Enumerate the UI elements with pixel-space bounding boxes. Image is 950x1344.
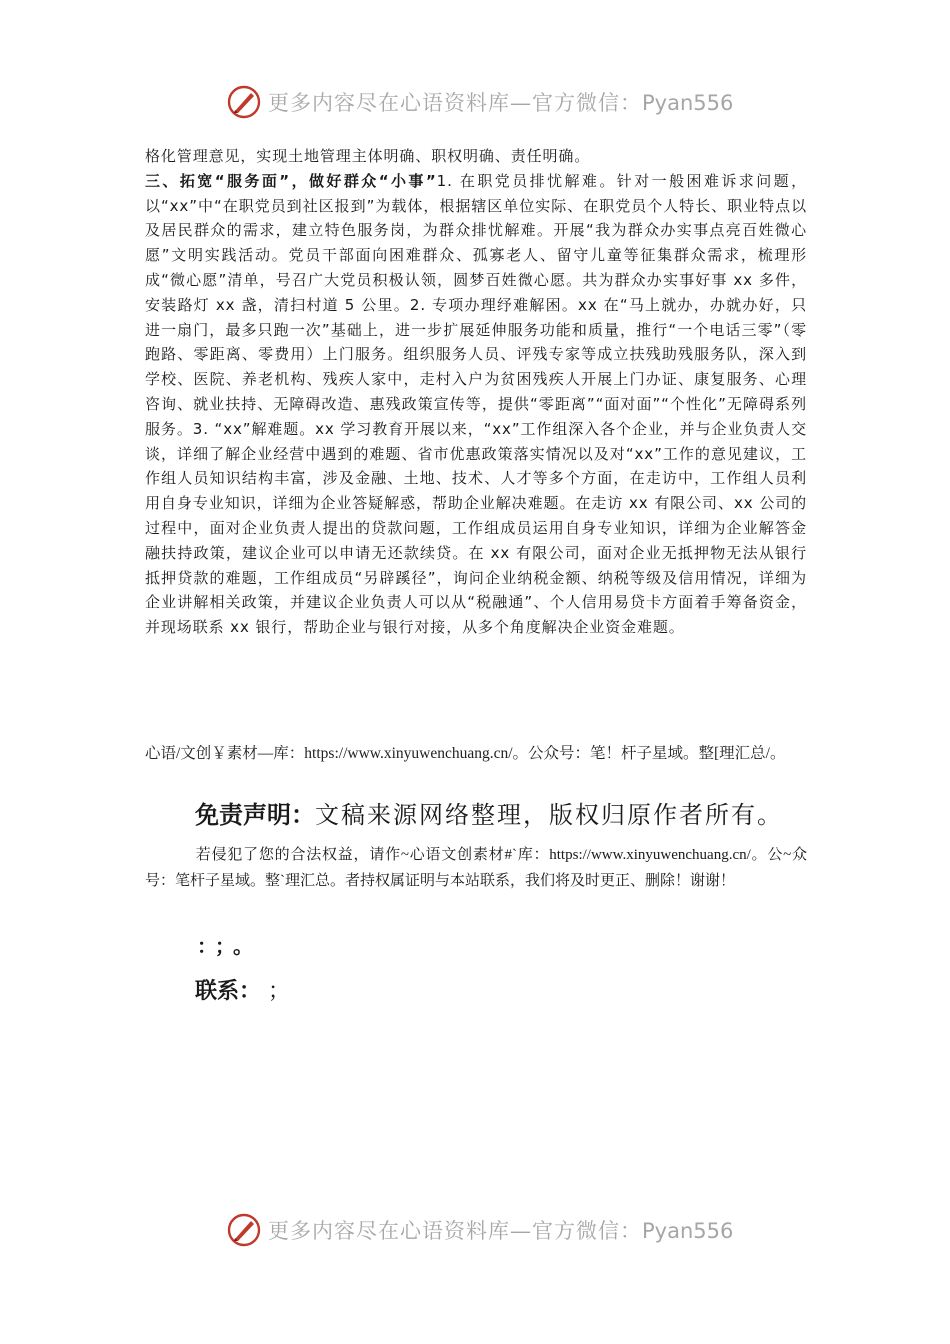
pen-logo-icon xyxy=(226,1212,262,1248)
footer-watermark-banner xyxy=(226,1210,733,1250)
document-body xyxy=(145,144,807,640)
contact-line xyxy=(195,976,290,1008)
source-watermark-line: 心语/文创￥素材—库：https://www.xinyuwenchuang.cn/。公众号：笔！杆子星域。整[理汇总/。 xyxy=(145,745,786,762)
pen-logo-icon xyxy=(226,84,262,120)
header-watermark-banner xyxy=(226,82,733,122)
contact-label: 联系： xyxy=(195,979,262,1004)
banner-text: 更多内容尽在心语资料库—官方微信：Pyan556 xyxy=(268,1219,734,1243)
banner-wechat-id: Pyan556 xyxy=(642,1219,734,1243)
banner-text: 更多内容尽在心语资料库—官方微信：Pyan556 xyxy=(268,91,734,115)
section-3-heading: 三、拓宽“服务面”，做好群众“小事” xyxy=(145,171,437,190)
contact-value: ； xyxy=(268,979,291,1004)
disclaimer-body xyxy=(145,842,807,894)
body-line-1: 格化管理意见，实现土地管理主体明确、职权明确、责任明确。 xyxy=(145,147,591,165)
body-section-3 xyxy=(145,169,807,640)
disclaimer-title: 文稿来源网络整理，版权归原作者所有。 xyxy=(315,801,783,829)
banner-wechat-id: Pyan556 xyxy=(642,91,734,115)
disclaimer-label: 免责声明： xyxy=(195,801,315,829)
disclaimer-heading xyxy=(195,798,783,832)
disclaimer-text: 若侵犯了您的合法权益，请作~心语文创素材#`库：https://www.xinyuwenchuang.cn/。公~众号：笔杆子星域。整`理汇总。者持权属证明与本站联系，我们将及时更正、删除！谢谢！ xyxy=(145,847,807,889)
punctuation-line: ：；。 xyxy=(197,934,261,958)
section-3-text: 1. 在职党员排忧解难。针对一般困难诉求问题，以“xx”中“在职党员到社区报到”为载体，根据辖区单位实际、在职党员个人特长、职业特点以及居民群众的需求，建立特色服务岗，为群众排忧解难。开展“我为群众办实事点亮百姓微心愿”文明实践活动。党员干部面向困难群众、孤寡老人、留守儿童等征集群众需求，梳理形成“微心愿”清单，号召广大党员积极认领，圆梦百姓微心愿。共为群众办实事好事 xx 多件，安装路灯 xx 盏，清扫村道 5 公里。2. 专项办理纾难解困。xx 在“马上就办，办就办好，只进一扇门，最多只跑一次”基础上，进一步扩展延伸服务功能和质量，推行“一个电话三零”（零跑路、零距离、零费用）上门服务。组织服务人员、评残专家等成立扶残助残服务队，深入到学校、医院、养老机构、残疾人家中，走村入户为贫困残疾人开展上门办证、康复服务、心理咨询、就业扶持、无障碍改造、惠残政策宣传等，提供“零距离”“面对面”“个性化”无障碍系列服务。3. “xx”解难题。xx 学习教育开展以来，“xx”工作组深入各个企业，并与企业负责人交谈，详细了解企业经营中遇到的难题、省市优惠政策落实情况以及对“xx”工作的意见建议，工作组人员知识结构丰富，涉及金融、土地、技术、人才等多个方面，在走访中，工作组人员利用自身专业知识，详细为企业答疑解惑，帮助企业解决难题。在走访 xx 有限公司、xx 公司的过程中，面对企业负责人提出的贷款问题，工作组成员运用自身专业知识，详细为企业解答金融扶持政策，建议企业可以申请无还款续贷。在 xx 有限公司，面对企业无抵押物无法从银行抵押贷款的难题，工作组成员“另辟蹊径”，询问企业纳税金额、纳税等级及信用情况，详细为企业讲解相关政策，并建议企业负责人可以从“税融通”、个人信用易贷卡方面着手筹备资金，并现场联系 xx 银行，帮助企业与银行对接，从多个角度解决企业资金难题。 xyxy=(145,171,807,637)
